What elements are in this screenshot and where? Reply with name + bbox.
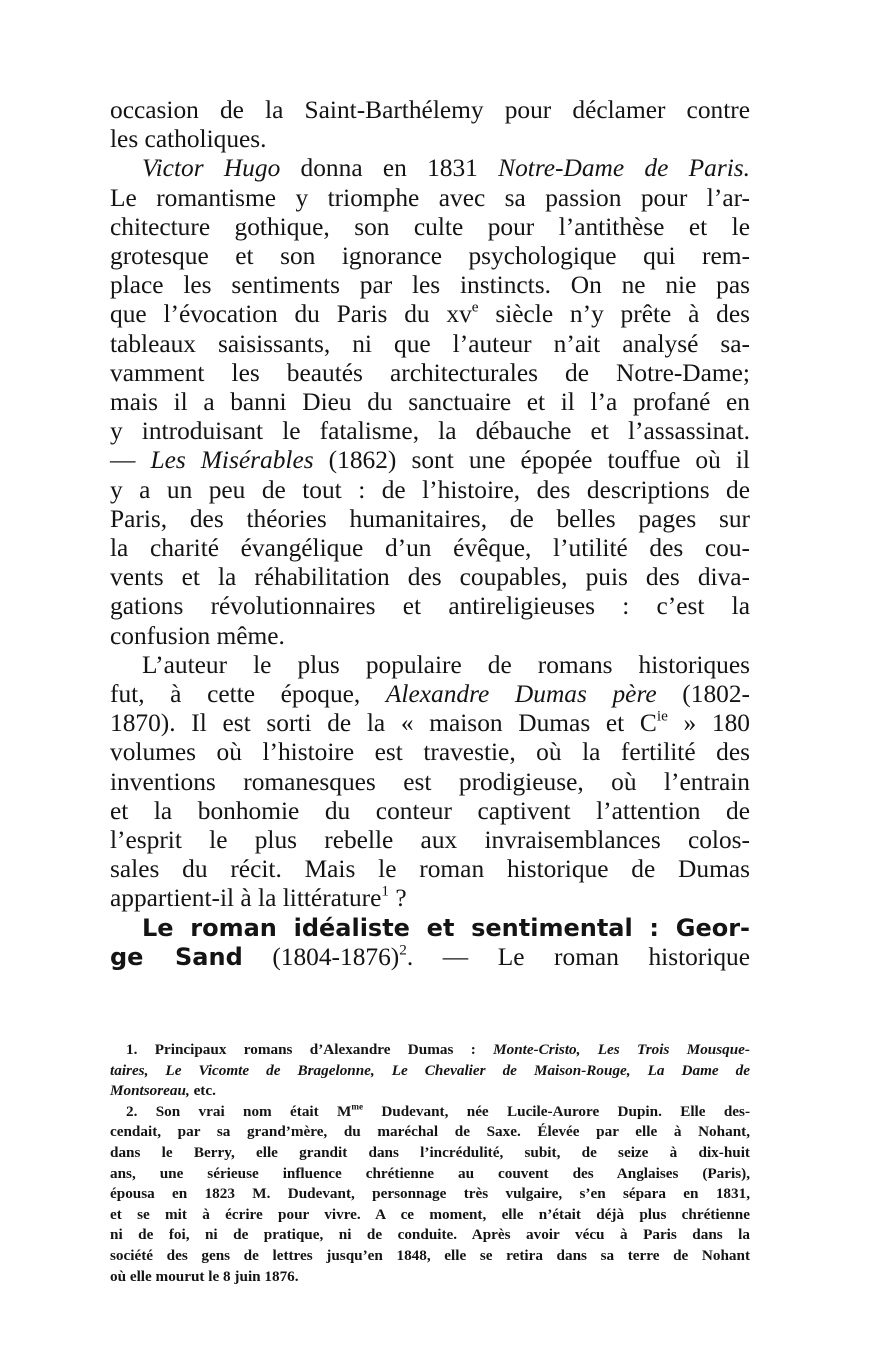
text-line: Le romantisme y triomphe avec sa passion pour l’ar- xyxy=(110,183,750,212)
section-heading-george-sand xyxy=(110,914,750,972)
text-line: tableaux saisissants, ni que l’auteur n’ait analysé sa- xyxy=(110,329,750,358)
footnote-line: où elle mourut le 8 juin 1876. xyxy=(110,1267,299,1285)
footnote-line: 2. Son vrai nom était $M^{me}$ Dudevant, née Lucile-Aurore Dupin. Elle des- xyxy=(126,1101,750,1120)
text-line: — Les Misérables (1862) sont une épopée touffue où il xyxy=(110,446,750,475)
text-line: place les sentiments par les instincts. On ne nie pas xyxy=(110,271,750,300)
text-line: grotesque et son ignorance psychologique qui rem- xyxy=(110,242,750,271)
text-line: volumes où l’histoire est travestie, où la fertilité des xyxy=(110,738,750,767)
paragraph-dumas xyxy=(110,651,750,914)
footnote-ref: 2 xyxy=(399,941,407,959)
text-line: Paris, des théories humanitaires, de belles pages sur xyxy=(110,504,750,533)
main-text xyxy=(110,96,750,972)
text-line: la charité évangélique d’un évêque, l’utilité des cou- xyxy=(110,534,750,563)
footnote-line: taires, Le Vicomte de Bragelonne, Le Chevalier de Maison-Rouge, La Dame de xyxy=(110,1061,750,1079)
footnote-line: 1. Principaux romans d’Alexandre Dumas : Monte-Cristo, Les Trois Mousque- xyxy=(126,1041,750,1058)
text-line: vents et la réhabilitation des coupables, puis des diva- xyxy=(110,563,750,592)
text-line: occasion de la Saint-Barthélemy pour déclamer contre xyxy=(110,96,750,124)
text-line: que l’évocation du Paris du $xv^e$ siècle n’y prête à des xyxy=(110,298,750,329)
footnote-line: Montsoreau, etc. xyxy=(110,1082,216,1100)
heading-line: ge Sand (1804-1876)$^2$. — Le roman historique xyxy=(110,941,751,971)
heading-line: Le roman idéaliste et sentimental : Geor- xyxy=(142,913,750,942)
text-line: inventions romanesques est prodigieuse, où l’entrain xyxy=(110,767,750,796)
text-line: fut, à cette époque, Alexandre Dumas père (1802- xyxy=(110,680,750,709)
footnotes xyxy=(110,1040,750,1287)
footnote-line: ni de foi, ni de pratique, ni de conduite. Après avoir vécu à Paris dans la xyxy=(110,1226,750,1244)
text-line: L’auteur le plus populaire de romans historiques xyxy=(142,650,750,679)
text-line: y introduisant le fatalisme, la débauche et l’assassinat. xyxy=(110,417,750,446)
text-line: 1870). Il est sorti de la « maison Dumas et $C^{ie}$ » 180 xyxy=(110,707,750,738)
text-line: gations révolutionnaires et antireligieuses : c’est la xyxy=(110,592,750,621)
paragraph-victor-hugo xyxy=(110,154,750,650)
text-line: confusion même. xyxy=(110,621,285,650)
paragraph-continuation xyxy=(110,96,750,154)
text-line: et la bonhomie du conteur captivent l’attention de xyxy=(110,796,750,825)
text-line: chitecture gothique, son culte pour l’antithèse et le xyxy=(110,212,750,241)
footnote-2 xyxy=(110,1102,750,1287)
footnote-line: cendait, par sa grand’mère, du maréchal de Saxe. Élevée par elle à Nohant, xyxy=(110,1123,750,1141)
footnote-line: dans le Berry, elle grandit dans l’incrédulité, subit, de seize à dix-huit xyxy=(110,1143,750,1161)
text-line: l’esprit le plus rebelle aux invraisemblances colos- xyxy=(110,826,750,855)
footnote-line: société des gens de lettres jusqu’en 1848, elle se retira dans sa terre de Nohant xyxy=(110,1246,750,1264)
text-line: mais il a banni Dieu du sanctuaire et il l’a profané en xyxy=(110,388,750,417)
text-line: sales du récit. Mais le roman historique de Dumas xyxy=(110,855,750,884)
work-title: Les Misérables xyxy=(150,446,314,475)
footnote-ref: 1 xyxy=(381,882,390,900)
footnote-line: et se mit à écrire pour vivre. A ce moment, elle n’était déjà plus chrétienne xyxy=(110,1205,750,1223)
footnote-line: ans, une sérieuse influence chrétienne au couvent des Anglaises (Paris), xyxy=(110,1164,750,1182)
footnote-1 xyxy=(110,1040,750,1102)
author-name: Alexandre Dumas père xyxy=(385,680,657,709)
text-line: Victor Hugo donna en 1831 Notre-Dame de Paris. xyxy=(142,154,750,183)
text-line: vamment les beautés architecturales de Notre-Dame; xyxy=(110,358,750,387)
author-name: Victor Hugo xyxy=(142,154,281,183)
text-line: appartient-il à la littérature$^1$ ? xyxy=(110,882,407,913)
work-title: Notre-Dame de Paris. xyxy=(498,154,750,183)
text-line: les catholiques. xyxy=(110,125,267,154)
footnote-line: épousa en 1823 M. Dudevant, personnage très vulgaire, s’en sépara en 1831, xyxy=(110,1185,750,1203)
text-line: y a un peu de tout : de l’histoire, des descriptions de xyxy=(110,475,750,504)
